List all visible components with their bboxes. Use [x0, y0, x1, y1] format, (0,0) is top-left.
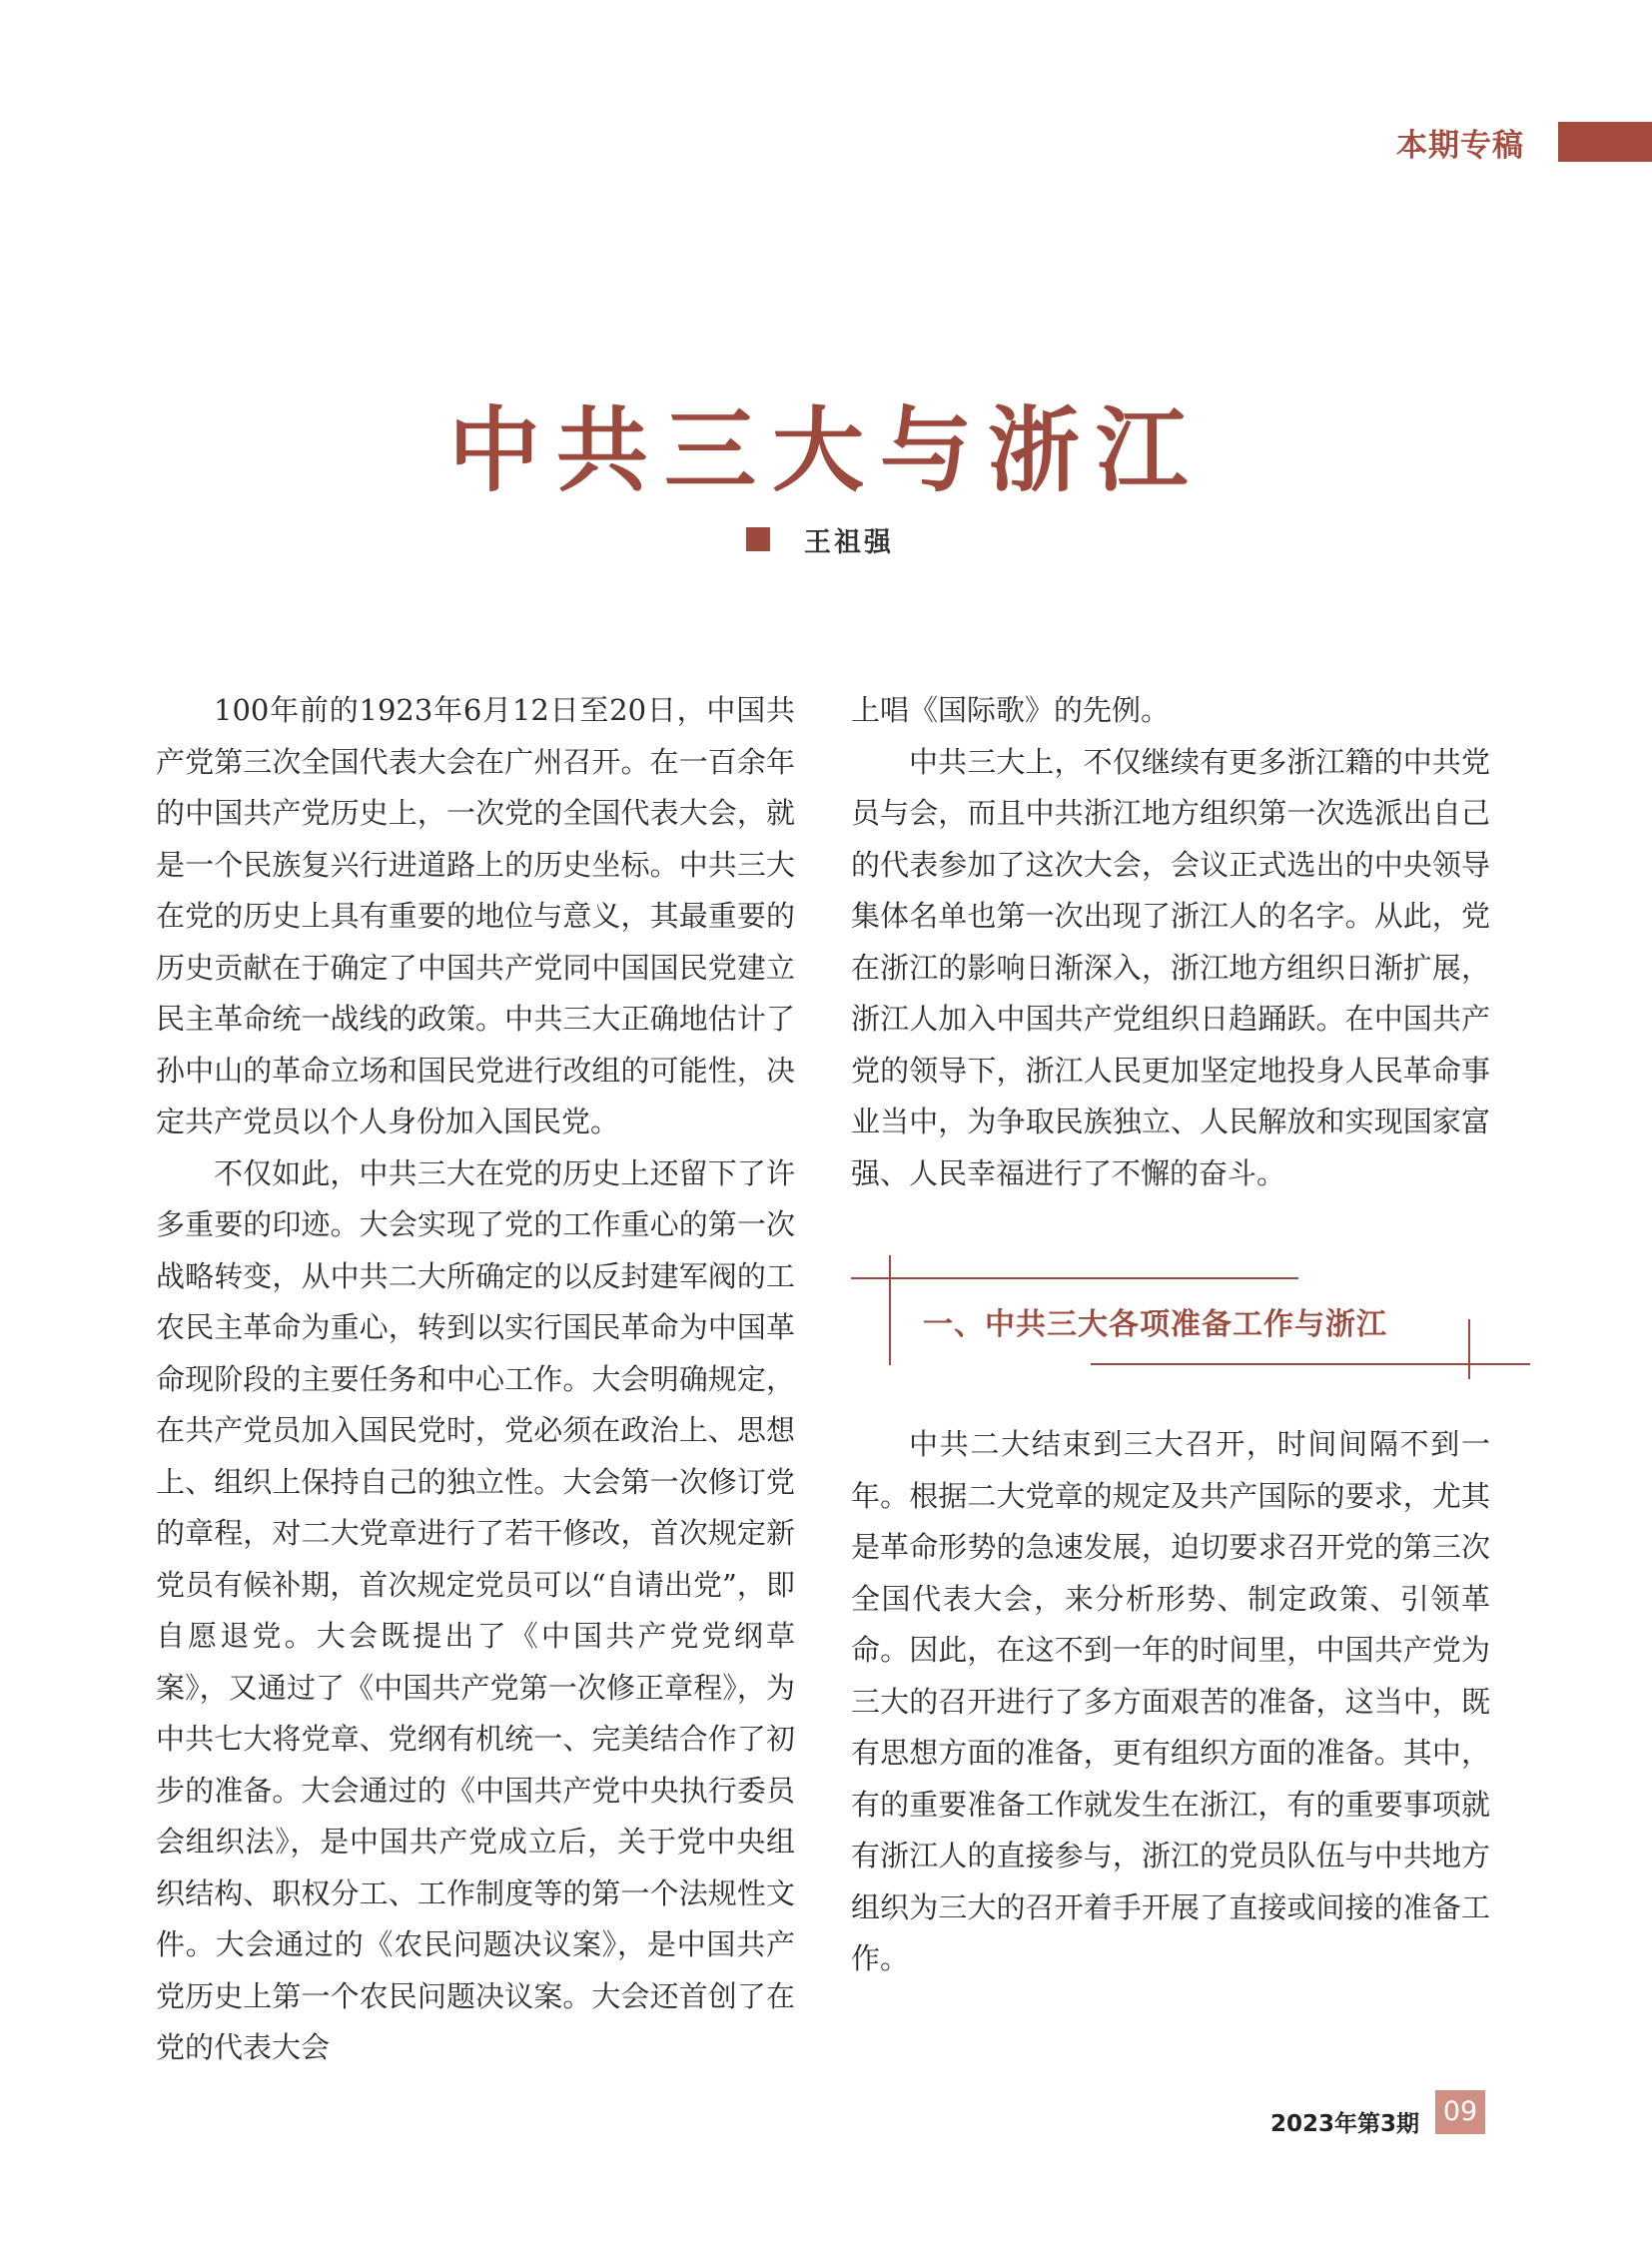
section-heading-block [851, 1237, 1490, 1407]
author-square-icon [746, 527, 770, 551]
heading-rule-horizontal-top [851, 1277, 1298, 1279]
issue-label: 2023年第3期 [1270, 2111, 1420, 2137]
author-name: 王祖强 [804, 526, 894, 558]
paragraph: 中共三大上，不仅继续有更多浙江籍的中共党员与会，而且中共浙江地方组织第一次选派出自己的代表参加了这次大会，会议正式选出的中央领导集体名单也第一次出现了浙江人的名字。从此，党在浙江的影响日渐深入，浙江地方组织日渐扩展，浙江人加入中国共产党组织日趋踊跃。在中国共产党的领导下，浙江人民更加坚定地投身人民革命事业当中，为争取民族独立、人民解放和实现国家富强、人民幸福进行了不懈的奋斗。 [851, 744, 1490, 1190]
paragraph: 不仅如此，中共三大在党的历史上还留下了许多重要的印迹。大会实现了党的工作重心的第一次战略转变，从中共二大所确定的以反封建军阀的工农民主革命为重心，转到以实行国民革命为中国革命现阶段的主要任务和中心工作。大会明确规定，在共产党员加入国民党时，党必须在政治上、思想上、组织上保持自己的独立性。大会第一次修订党的章程，对二大党章进行了若干修改，首次规定新党员有候补期，首次规定党员可以“自请出党”，即自愿退党。大会既提出了《中国共产党党纲草案》，又通过了《中国共产党第一次修正章程》，为中共七大将党章、党纲有机统一、完美结合作了初步的准备。大会通过的《中国共产党中央执行委员会组织法》，是中国共产党成立后，关于党中央组织结构、职权分工、工作制度等的第一个法规性文件。大会通过的《农民问题决议案》，是中国共产党历史上第一个农民问题决议案。大会还首创了在党的代表大会 [156, 1155, 795, 2064]
heading-rule-horizontal-bottom [1091, 1363, 1530, 1365]
author-row [746, 524, 894, 558]
section-tag: 本期专稿 [1396, 128, 1524, 164]
heading-rule-vertical-right [1468, 1319, 1470, 1379]
page-number: 09 [1435, 2090, 1485, 2134]
paragraph: 100年前的1923年6月12日至20日，中国共产党第三次全国代表大会在广州召开。在一百余年的中国共产党历史上，一次党的全国代表大会，就是一个民族复兴行进道路上的历史坐标。中共三大在党的历史上具有重要的地位与意义，其最重要的历史贡献在于确定了中国共产党同中国国民党建立民主革命统一战线的政策。中共三大正确地估计了孙中山的革命立场和国民党进行改组的可能性，决定共产党员以个人身份加入国民党。 [156, 693, 795, 1138]
right-column [851, 685, 1490, 1985]
heading-rule-vertical-left [889, 1255, 891, 1365]
heading-spacer [851, 1407, 1490, 1419]
article-title: 中共三大与浙江 [447, 396, 1204, 504]
paragraph: 中共二大结束到三大召开，时间间隔不到一年。根据二大党章的规定及共产国际的要求，尤其是革命形势的急速发展，迫切要求召开党的第三次全国代表大会，来分析形势、制定政策、引领革命。因此，在这不到一年的时间里，中国共产党为三大的召开进行了多方面艰苦的准备，这当中，既有思想方面的准备，更有组织方面的准备。其中，有的重要准备工作就发生在浙江，有的重要事项就有浙江人的直接参与，浙江的党员队伍与中共地方组织为三大的召开着手开展了直接或间接的准备工作。 [851, 1427, 1490, 1975]
left-column [156, 685, 795, 2074]
section-tag-bar [1558, 122, 1652, 162]
section-heading: 一、中共三大各项准备工作与浙江 [923, 1307, 1387, 1342]
paragraph-continuation: 上唱《国际歌》的先例。 [851, 693, 1171, 727]
